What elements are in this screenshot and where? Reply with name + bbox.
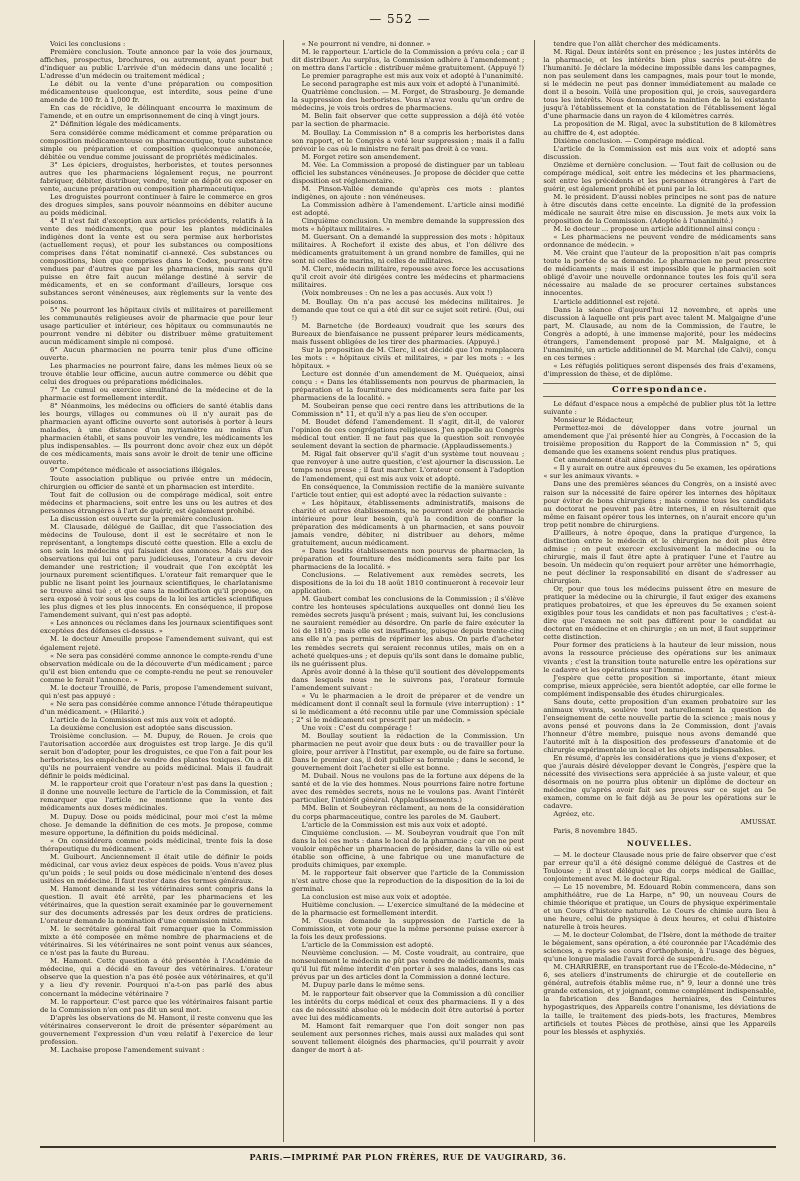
- paragraph: M. Lachaise propose l'amendement suivant :: [50, 1045, 205, 1054]
- paragraph: M. Hamont. Cette question a été présentée à l'Académie de médecine, qui a décidé en faveur des vétérinaires. L'orateur observe que la question n'a pas été posée aux vétérinaires, et qu'il y a lieu d'y revenir. Pourquoi n'a-t-on pas parlé des abus concernant la médecine vétérinaire ?: [40, 957, 273, 998]
- paragraph: M. Belin fait observer que cette suppression a déjà été votée par la section de pharmacie.: [291, 112, 525, 129]
- paragraph: tendre que l'on allât chercher des médicaments.: [553, 40, 721, 48]
- paragraph: M. Hamont demande si les vétérinaires sont compris dans la question. Il avait été arrêté, par les pharmaciens et les vétérinaires, que la question serait examinée par le gouvernement sur des documents adressés par les deux ordres de praticiens. L'orateur demande la nomination d'une commission mixte.: [40, 884, 273, 926]
- column-1: [40, 40, 273, 1142]
- paragraph: Tout fait de collusion ou de compérage médical, soit entre médecins et pharmaciens, soit entre les uns ou les autres et des personnes étrangères à l'art de guérir, est également prohibé.: [40, 490, 273, 515]
- paragraph: M. Forget retire son amendement.: [301, 152, 421, 161]
- paragraph: M. Boullay soutient la rédaction de la Commission. Un pharmacien ne peut avoir que deux buts : ou de travailler pour la gloire, pour arriver à l'Institut, par exemple, ou de faire sa fortune. Dans le premier cas, il doit publier sa formule ; dans le second, le gouvernement doit l'acheter si elle est bonne.: [291, 732, 525, 773]
- paragraph: M. Vée. La Commission a proposé de distinguer par un tableau officiel les substances vénéneuses. Je propose de décider que cette disposition est réglementaire.: [291, 160, 525, 185]
- column-3-news: [543, 851, 776, 1036]
- page-number: — 552 —: [369, 12, 431, 26]
- column-2: [283, 40, 525, 1142]
- paragraph: M. le rapporteur. C'est parce que les vétérinaires faisant partie de la Commission n'en ont pas dit un seul mot.: [40, 997, 273, 1014]
- paragraph: Sans doute, cette proposition d'un examen probatoire sur les animaux vivants, soulève tout naturellement la question de l'enseignement de cette nouvelle partie de la science ; mais nous y avons pensé et pouvons dans la 2e Commission, dont j'avais l'honneur d'être membre, puisque nous avons demandé que l'autorité mît à la disposition des professeurs d'anatomie et de chirurgie expérimentale un local et les objets indispensables.: [543, 697, 777, 755]
- paragraph: 2° Définition légale des médicaments.: [50, 120, 182, 129]
- paragraph: « Vu le pharmacien a le droit de préparer et de vendre un médicament dont il connaît seul la formule (vive interruption) : 1° si le médicament a été reconnu utile par une Commission spéciale ; 2° si le médicament est prescrit par un médecin. »: [291, 691, 525, 724]
- paragraph: Monsieur le Rédacteur,: [553, 416, 634, 425]
- paragraph: « Il y aurait en outre aux épreuves du 5e examen, les opérations « sur les animaux vivants. »: [543, 464, 777, 481]
- news-heading: NOUVELLES.: [626, 838, 693, 848]
- paragraph: M. Dupuy parle dans le même sens.: [301, 981, 425, 990]
- paragraph: Une voix : C'est du compérage !: [301, 723, 413, 732]
- paragraph: « Les annonces ou réclames dans les journaux scientifiques sont exceptées des défenses ci-dessus. »: [40, 619, 273, 636]
- paragraph: « Ne sera pas considéré comme annonce le compte-rendu d'une observation médicale ou de la découverte d'un médicament ; parce qu'il est bien entendu que ce compte-rendu ne peut se renouveler comme le ferait l'annonce. »: [40, 651, 273, 684]
- column-3: [534, 40, 776, 1142]
- paragraph: Sur la proposition de M. Clerc, il est décidé que l'on remplacera les mots : « hôpitaux civils et militaires, » par les mots : « les hôpitaux. »: [291, 345, 525, 370]
- paragraph: M. Boullay. La Commission n° 8 a compris les herboristes dans son rapport, et le Congrès a voté leur suppression ; mais il a fallu prévoir le cas où le ministre ne ferait pas droit à ce vœu.: [291, 128, 525, 153]
- paragraph: M. Boudet défend l'amendement. Il s'agit, dit-il, de valorer l'opinion de ces congrégations religieuses. J'en appelle au Congrès médical tout entier. Il ne faut pas que la question soit renvoyée seulement devant la section de pharmacie. (Applaudissements.): [291, 418, 525, 451]
- paragraph: « Les hôpitaux, établissements administratifs, maisons de charité et autres établissements, ne pourront avoir de pharmacie intérieure pour leur besoin, qu'à la condition de confier la préparation des médicaments à un pharmacien, et sans pouvoir jamais vendre, débiter, ni distribuer au dehors, même gratuitement, aucun médicament.: [291, 498, 525, 547]
- paragraph: L'article de la Commission est mis aux voix et adopté.: [301, 820, 488, 829]
- paragraph: M. le rapporteur croit que l'orateur n'est pas dans la question ; il donne une nouvelle lecture de l'article de la Commission, et fait remarquer que l'article ne mentionne que la vente des médicaments aux doses médicinales.: [40, 780, 273, 813]
- paragraph: M. Vée craint que l'auteur de la proposition n'ait pas compris toute la portée de sa demande. Le pharmacien ne peut prescrire de médicaments ; mais il est impossible que le pharmacien soit obligé d'avoir une nouvelle ordonnance toutes les fois qu'il sera nécessaire au malade de se procurer certaines substances innocentes.: [543, 249, 777, 298]
- paragraph: Dans la séance d'aujourd'hui 12 novembre, et après une discussion à laquelle ont pris part avec talent M. Malgaigne d'une part, M. Clausade, au nom de la Commission, de l'autre, le Congrès a adopté, à une immense majorité, pour les médecins étrangers, l'amendement proposé par M. Malgaigne, et à l'unanimité, un article additionnel de M. Marchal (de Calvi), conçu en ces termes :: [543, 305, 777, 362]
- paragraph: M. Rigal fait observer qu'il s'agit d'un système tout nouveau ; que renvoyer à une autre question, c'est ajourner la discussion. Le temps nous presse ; il faut marcher. L'orateur consent à l'adoption de l'amendement, qui est mis aux voix et adopté.: [291, 450, 525, 483]
- paragraph: Après avoir donné à la thèse qu'il soutient des développements dans lesquels nous ne le suivrons pas, l'orateur formule l'amendement suivant :: [291, 667, 525, 692]
- paragraph: Conclusions. — Relativement aux remèdes secrets, les dispositions de la loi du 18 août 1810 continueront à recevoir leur application.: [291, 571, 525, 596]
- paragraph: Le défaut d'espace nous a empêché de publier plus tôt la lettre suivante :: [543, 400, 777, 417]
- paragraph: — M. le docteur Colombat, de l'Isère, dont la méthode de traiter le bégaiement, sans opération, a été couronnée par l'Académie des sciences, a repris ses cours d'orthophonie, à l'usage des bègues, qu'une longue maladie l'avait forcé de suspendre.: [543, 931, 777, 964]
- letter-date: Paris, 8 novembre 1845.: [553, 826, 638, 835]
- paragraph: M. le président. D'aussi nobles principes ne sont pas de nature à être discutés dans cette enceinte. La dignité de la profession médicale ne saurait être mise en discussion. Je mets aux voix la proposition de la Commission. (Adoptée à l'unanimité.): [543, 192, 777, 226]
- paragraph: M. Cousin demande la suppression de l'article de la Commission, et vote pour que la même personne puisse exercer à la fois les deux professions.: [291, 917, 525, 942]
- paragraph: Permettez-moi de développer dans votre journal un amendement que j'ai présenté hier au Congrès, à l'occasion de la troisième proposition du Rapport de la Commission n° 5, qui demande que les examens soient rendus plus pratiques.: [543, 424, 777, 457]
- paragraph: M. le rapporteur fait observer que la Commission a dû concilier les intérêts du corps médical et ceux des pharmaciens. Il y a des cas de nécessité absolue où le médecin doit être autorisé à porter avec lui des médicaments.: [291, 989, 525, 1022]
- paragraph: M. le docteur Ameuille propose l'amendement suivant, qui est également rejeté.: [40, 635, 273, 652]
- paragraph: 7° Le cumul ou exercice simultané de la médecine et de la pharmacie est formellement interdit.: [40, 386, 273, 403]
- paragraph: 3° Les épiciers, droguistes, herboristes, et toutes personnes autres que les pharmaciens légalement reçus, ne pourront fabriquer, débiter, distribuer, vendre, tenir en dépôt ou exposer en vente, aucune préparation ou composition pharmaceutique.: [40, 160, 273, 193]
- paragraph: Cinquième conclusion. Un membre demande la suppression des mots « hôpitaux militaires. »: [291, 217, 525, 234]
- paragraph: En cas de récidive, le délinquant encourra le maximum de l'amende, et en outre un emprisonnement de cinq à vingt jours.: [40, 104, 273, 121]
- paragraph: L'article additionnel est rejeté.: [553, 297, 660, 306]
- paragraph: L'article de la Commission est mis aux voix et adopté sans discussion.: [543, 144, 777, 161]
- paragraph: Or, pour que tous les médecins puissent être en mesure de pratiquer la médecine ou la chirurgie, il faut exiger des examens pratiques probatoires, et que les épreuves du 5e examen soient exigibles pour tous les candidats et non pas facultatives ; c'est-à-dire que l'examen ne soit pas différent pour le candidat au doctorat en médecine et en chirurgie ; en un mot, il faut supprimer cette distinction.: [543, 585, 777, 642]
- paragraph: — Le 15 novembre, M. Edouard Robin commencera, dans son amphithéâtre, rue de La Harpe, n° 90, un nouveau Cours de chimie théorique et pratique, un Cours de physique expérimentale et un Cours d'histoire naturelle. Le Cours de chimie aura lieu à une heure, celui de physique à deux heures, et celui d'histoire naturelle à trois heures.: [543, 882, 777, 932]
- paragraph: J'espère que cette proposition si importante, étant mieux comprise, mieux appréciée, sera bientôt adoptée, car elle forme le complément indispensable des études chirurgicales.: [543, 673, 777, 698]
- paragraph: « Les réfugiés politiques seront dispensés des frais d'examens, d'impression de thèse, et de diplôme.: [543, 361, 777, 378]
- paragraph: Le second paragraphe est mis aux voix et adopté à l'unanimité.: [301, 80, 520, 89]
- paragraph: La Commission adhère à l'amendement. L'article ainsi modifié est adopté.: [291, 200, 525, 217]
- paragraph: Troisième conclusion. — M. Dupuy, de Rouen. Je crois que l'autorisation accordée aux droguistes est trop large. Je dis qu'il serait bon d'adopter, pour les droguistes, ce que l'on a fait pour les herboristes, les empêcher de vendre des plantes toxiques. On a dit qu'ils ne pourraient vendre au poids médicinal. Mais il faudrait définir le poids médicinal.: [40, 732, 273, 781]
- paragraph: D'ailleurs, à notre époque, dans la pratique d'urgence, la distinction entre le médecin et le chirurgien ne doit plus être admise ; on peut exercer exclusivement la médecine ou la chirurgie, mais il faut être apte à pratiquer l'une et l'autre au besoin. Un médecin qu'on requiert pour arrêter une hémorrhagie, ne peut décliner la responsabilité en disant de s'adresser au chirurgien.: [543, 528, 777, 586]
- paragraph: M. Barnetche (de Bordeaux) voudrait que les sœurs des Bureaux de bienfaisance ne pussent préparer leurs médicaments, mais fussent obligées de les tirer des pharmacies. (Appuyé.): [291, 321, 525, 346]
- paragraph: Cinquième conclusion. — M. Soubeyran voudrait que l'on mît dans la loi ces mots : dans le local de la pharmacie ; car on ne peut vouloir empêcher un pharmacien de présider, dans la ville où est établie son officine, à une fabrique ou une manufacture de produits chimiques, par exemple.: [291, 828, 525, 869]
- paragraph: M. le secrétaire général fait remarquer que la Commission mixte a été composée en même nombre de pharmaciens et de vétérinaires. Si les vétérinaires ne sont point venus aux séances, ce n'est pas la faute du Bureau.: [40, 925, 273, 958]
- paragraph: L'article de la Commission est adopté.: [301, 941, 434, 950]
- paragraph: Dans une des premières séances du Congrès, on a insisté avec raison sur la nécessité de faire opérer les internes des hôpitaux pour éviter de bons chirurgiens ; mais comme tous les candidats au doctorat ne peuvent pas être internes, il en résulterait que même en faisant opérer tous les internes, on n'aurait encore qu'un trop petit nombre de chirurgiens.: [543, 480, 777, 529]
- paragraph: M. Dubail. Nous ne voulons pas de la fortune aux dépens de la santé et de la vie des hommes. Nous pourrions faire notre fortune avec des remèdes secrets, nous ne le voulons pas. Avant l'intérêt particulier, l'intérêt général. (Applaudissements.): [291, 772, 525, 805]
- paragraph: M. Clausade, délégué de Gaillac, dit que l'association des médecins de Toulouse, dont il est le secrétaire et non le représentant, a longtemps discuté cette question. Elle a exclu de son sein les médecins qui faisaient des annonces. Mais sur des observations qui lui ont paru judicieuses, l'orateur a cru devoir demander une restriction; il voudrait que l'on excéptât les journaux purement scientifiques. L'orateur fait remarquer que le public ne lisant point les journaux scientifiques, le charlatanisme se trouve ainsi tué ; et que sans la modification qu'il propose, on sera exposé à voir sous les coups de la loi les articles scientifiques les plus dignes et les plus innocents. En conséquence, il propose l'amendement suivant, qui n'est pas adopté.: [40, 522, 273, 620]
- paragraph: Première conclusion. Toute annonce par la voie des journaux, affiches, prospectus, brochures, ou autrement, ayant pour but d'indiquer au public L'arrivée d'un médecin dans une localité ; L'adresse d'un médecin ou traitement médical ;: [40, 48, 273, 81]
- paragraph: Pour former des praticiens à la hauteur de leur mission, nous avons la ressource précieuse des opérations sur les animaux vivants ; c'est la transition toute naturelle entre les opérations sur le cadavre et les opérations sur l'homme.: [543, 641, 777, 674]
- paragraph: Le premier paragraphe est mis aux voix et adopté à l'unanimité.: [301, 72, 524, 81]
- paragraph: M. le docteur Trouillé, de Paris, propose l'amendement suivant, qui n'est pas appuyé :: [40, 683, 273, 700]
- paragraph: D'après les observations de M. Hamont, il reste convenu que les vétérinaires conserveront le droit de présenter séparément au gouvernement l'expression d'un vœu relatif à l'exercice de leur profession.: [40, 1013, 273, 1046]
- paragraph: M. le rapporteur. L'article de la Commission a prévu cela ; car il dit distribuer. Au surplus, la Commission adhère à l'amendement ; on mettra dans l'article : distribuer même gratuitement. (Appuyé !): [291, 48, 525, 73]
- paragraph: Quatrième conclusion. — M. Forget, de Strasbourg. Je demande la suppression des herboristes. Vous n'avez voulu qu'un ordre de médecins, je vois trois ordres de pharmaciens.: [291, 88, 525, 113]
- paragraph: Onzième et dernière conclusion. — Tout fait de collusion ou de compérage médical, soit entre les médecins et les pharmaciens, soit entre les précédents et les personnes étrangères à l'art de guérir, est également prohibé et puni par la loi.: [543, 160, 777, 193]
- letter-signature: AMUSSAT.: [740, 818, 777, 827]
- paragraph: En conséquence, la Commission rectifie de la manière suivante l'article tout entier, qui est adopté avec la rédaction suivante :: [291, 482, 525, 499]
- paragraph: Les droguistes pourront continuer à faire le commerce en gros des drogues simples, sans pouvoir néanmoins en débiter aucune au poids médicinal.: [40, 192, 273, 217]
- paragraph: (Voix nombreuses : On ne les a pas accusés. Aux voix !): [301, 289, 493, 298]
- paragraph: M. Pinson-Vallée demande qu'après ces mots : plantes indigènes, on ajoute : non vénéneuses.: [291, 184, 525, 201]
- paragraph: 5° Ne pourront les hôpitaux civils et militaires et pareillement les communautés religieuses avoir de pharmacie que pour leur usage particulier et intérieur, ces hôpitaux ou communautés ne pourront vendre ni débiter ou distribuer même gratuitement aucun médicament simple ni composé.: [40, 305, 273, 346]
- column-3-part-b: [543, 306, 776, 378]
- paragraph: M. Rigal. Deux intérêts sont en présence ; les justes intérêts de la pharmacie, et les intérêts bien plus sacrés peut-être de l'humanité. Je déclare la médecine impossible dans les campagnes, non pas seulement dans les campagnes, mais pour tout le monde, si le médecin ne peut pas donner immédiatement au malade ce dont il a besoin. Voilà une proposition qui, je crois, sauvegardera tous les intérêts. Nous demandons le maintien de la loi existante jusqu'à l'établissement et la constatation de l'établissement légal d'une pharmacie dans un rayon de 4 kilomètres carrés.: [543, 48, 777, 121]
- paragraph: 4° Il n'est fait d'exception aux articles précédents, relatifs à la vente des médicaments, que pour les plantes médicinales indigènes dont la vente est ou sera permise aux herboristes (actuellement reçus), et pour les substances ou compositions comprises dans l'état nominatif ci-annexé. Ces substances ou compositions, bien que comprises dans le Codex, pourront être vendues par d'autres que par les pharmaciens, mais sans qu'il puisse en être fait aucun mélange destiné à servir de médicaments, et en se conformant d'ailleurs, lorsque ces substances seront vénéneuses, aux règlements sur la vente des poisons.: [40, 217, 273, 306]
- paragraph: M. le docteur ... propose un article additionnel ainsi conçu :: [553, 225, 760, 234]
- paragraph: Huitième conclusion. — L'exercice simultané de la médecine et de la pharmacie est formellement interdit.: [291, 901, 525, 918]
- paragraph: 8° Néanmoins, les médecins ou officiers de santé établis dans les bourgs, villages ou communes où il n'y aurait pas de pharmacien ayant officine ouverte sont autorisés à porter à leurs malades, à une distance d'un myriamètre au moins d'un pharmacien établi, et sans pouvoir les vendre, les médicaments les plus indispensables. — Ils pourront donc avoir chez eux un dépôt de ces médicaments, mais sans avoir le droit de tenir une officine ouverte.: [40, 402, 273, 467]
- paragraph: M. le rapporteur fait observer que l'article de la Commission n'est autre chose que la reproduction de la disposition de la loi de germinal.: [291, 868, 525, 893]
- paragraph: Lecture est donnée d'un amendement de M. Quéqueiox, ainsi conçu : « Dans les établissements non pourvus de pharmacien, la préparation et la fourniture des médicaments sera faite par les pharmaciens de la localité. »: [291, 369, 525, 403]
- column-3-letter: [543, 400, 776, 818]
- paragraph: — M. le docteur Clausade nous prie de faire observer que c'est par erreur qu'il a été désigné comme délégué de Castres et de Toulouse ; il n'est délégué que du corps médical de Gaillac, conjointement avec M. le docteur Rigal.: [543, 850, 777, 883]
- paragraph: Agréez, etc.: [553, 810, 595, 819]
- paragraph: Voici les conclusions :: [50, 40, 126, 48]
- paragraph: « Ne pourront ni vendre, ni donner. »: [301, 40, 431, 48]
- paragraph: En résumé, d'après les considérations que je viens d'exposer, et que j'aurais désiré développer devant le Congrès, j'espère que la nécessité des vivisections sera appréciée à sa juste valeur, et que désormais on ne pourra plus obtenir un diplôme de docteur en médecine qu'après avoir fait ses preuves sur ce sujet au 5e examen, comme on le fait déjà au 3e pour les opérations sur le cadavre.: [543, 754, 777, 811]
- paragraph: Le débit ou la vente d'une préparation ou composition médicamenteuse quelconque, est interdite, sous peine d'une amende de 100 fr. à 1,000 fr.: [40, 80, 273, 105]
- paragraph: « Les pharmaciens ne peuvent vendre de médicaments sans ordonnance de médecin. »: [543, 233, 777, 250]
- paragraph: La conclusion est mise aux voix et adoptée.: [301, 892, 452, 901]
- paragraph: M. Guersant. On a demandé la suppression des mots : hôpitaux militaires. À Rochefort il existe des abus, et l'on délivre des médicaments gratuitement à un grand nombre de familles, qui ne sont ni celles de marins, ni celles de militaires.: [291, 233, 525, 266]
- paragraph: La discussion est ouverte sur la première conclusion.: [50, 514, 234, 523]
- paragraph: M. Clerc, médecin militaire, repousse avec force les accusations qu'il croit avoir été dirigées contre les médecins et pharmaciens militaires.: [291, 265, 525, 290]
- paragraph: M. Boullay. On n'a pas accusé les médecins militaires. Je demande que tout ce qui a été dit sur ce sujet soit retiré. (Oui, oui !): [291, 297, 525, 322]
- paragraph: M. Dupuy. Dose ou poids médicinal, pour moi c'est la même chose. Je demande la définition de ces mots. Je propose, comme mesure opportune, la définition du poids médicinal.: [40, 812, 273, 837]
- paragraph: M. Gaubert combat les conclusions de la Commission ; il s'élève contre les honteuses spéculations auxquelles ont donné lieu les remèdes secrets jusqu'à présent ; mais, suivant lui, les conclusions ne sauraient remédier au désordre. On parle de faire exécuter la loi de 1810 ; mais elle est insuffisante, puisque depuis trente-cinq ans elle n'a pas permis de réprimer les abus. On parle d'acheter les remèdes secrets qui seraient reconnus utiles, mais on en a acheté quelques-uns ; et depuis qu'ils sont dans le domaine public, ils ne guérissent plus.: [291, 595, 525, 668]
- paragraph: 9° Compétence médicale et associations illégales.: [50, 466, 223, 475]
- paragraph: Neuvième conclusion. — M. Coste voudrait, au contraire, que nonseulement le médecin ne pût pas vendre de médicaments, mais qu'il lui fût même interdit d'en porter à ses malades, dans les cas prévus par un des articles dont la Commission a donné lecture.: [291, 949, 525, 982]
- paragraph: « On considérera comme poids médicinal, trente fois la dose thérapeutique du médicament. »: [40, 836, 273, 853]
- column-3-part-a: [543, 40, 776, 306]
- paragraph: L'article de la Commission est mis aux voix et adopté.: [50, 715, 236, 724]
- paragraph: Toute association publique ou privée entre un médecin, chirurgien ou officier de santé et un pharmacien est interdite.: [40, 474, 273, 491]
- paragraph: « Dans lesdits établissements non pourvus de pharmacien, la préparation et fourniture des médicaments sera faite par les pharmaciens de la localité. »: [291, 546, 525, 572]
- paragraph: M. Soubeiran pense que ceci rentre dans les attributions de la Commission n° 11, et qu'il n'y a pas lieu de s'en occuper.: [291, 402, 525, 419]
- paragraph: M. Hamont fait remarquer que l'on doit songer non pas seulement aux personnes riches, mais aussi aux malades qui sont souvent tellement éloignés des pharmacies, qu'il pourrait y avoir danger de mort à at-: [291, 1021, 525, 1054]
- correspondence-heading: Correspondance.: [543, 383, 776, 397]
- columns: [40, 40, 776, 1142]
- paragraph: M. Guibourt. Anciennement il était utile de définir le poids médicinal, car vous aviez deux espèces de poids. Vous n'avez plus qu'un poids ; le seul poids ou dose médicinale n'entend des doses usitées en médecine. Il faut rester dans des termes généraux.: [40, 852, 273, 885]
- paragraph: Sera considérée comme médicament et comme préparation ou composition médicamenteuse ou pharmaceutique, toute substance simple ou préparation et composition quelconque annoncée, débitée ou vendue comme jouissant de propriétés médicinales.: [40, 128, 273, 161]
- paragraph: Les pharmacies ne pourront faire, dans les mêmes lieux où se trouve établie leur officine, aucun autre commerce ou débit que celui des drogues ou préparations médicinales.: [40, 361, 273, 386]
- paragraph: La deuxième conclusion est adoptée sans discussion.: [50, 723, 233, 732]
- paragraph: Dixième conclusion. — Compérage médical.: [553, 136, 705, 145]
- paragraph: MM. Belin et Soubeyran réclament, au nom de la considération du corps pharmaceutique, contre les paroles de M. Gaubert.: [291, 804, 525, 821]
- paragraph: La proposition de M. Rigal, avec la substitution de 8 kilomètres au chiffre de 4, est adoptée.: [543, 120, 777, 137]
- paragraph: M. CHARRIÈRE, en transportant rue de l'École-de-Médecine, n° 6, ses ateliers d'instruments de chirurgie et de coutellerie en général, autrefois établis même rue, n° 9, leur a donné une très grande extension, et y joignant, comme complément indispensable, la fabrication des Bandages herniaires, des Ceintures hypogastriques, des Appareils contre l'onanisme, les déviations de la taille, le traitement des pieds-bots, les fractures, Membres artificiels et toutes Pièces de prothèse, ainsi que les Appareils pour les blessés et asphyxiés.: [543, 963, 777, 1036]
- printer-footer: PARIS.—IMPRIMÉ PAR PLON FRÈRES, RUE DE VAUGIRARD, 36.: [40, 1146, 776, 1162]
- paragraph: 6° Aucun pharmacien ne pourra tenir plus d'une officine ouverte.: [40, 345, 273, 362]
- paragraph: Cet amendement était ainsi conçu :: [553, 456, 676, 465]
- paragraph: « Ne sera pas considérée comme annonce l'étude thérapeutique d'un médicament. » (Hilarité.): [40, 699, 273, 716]
